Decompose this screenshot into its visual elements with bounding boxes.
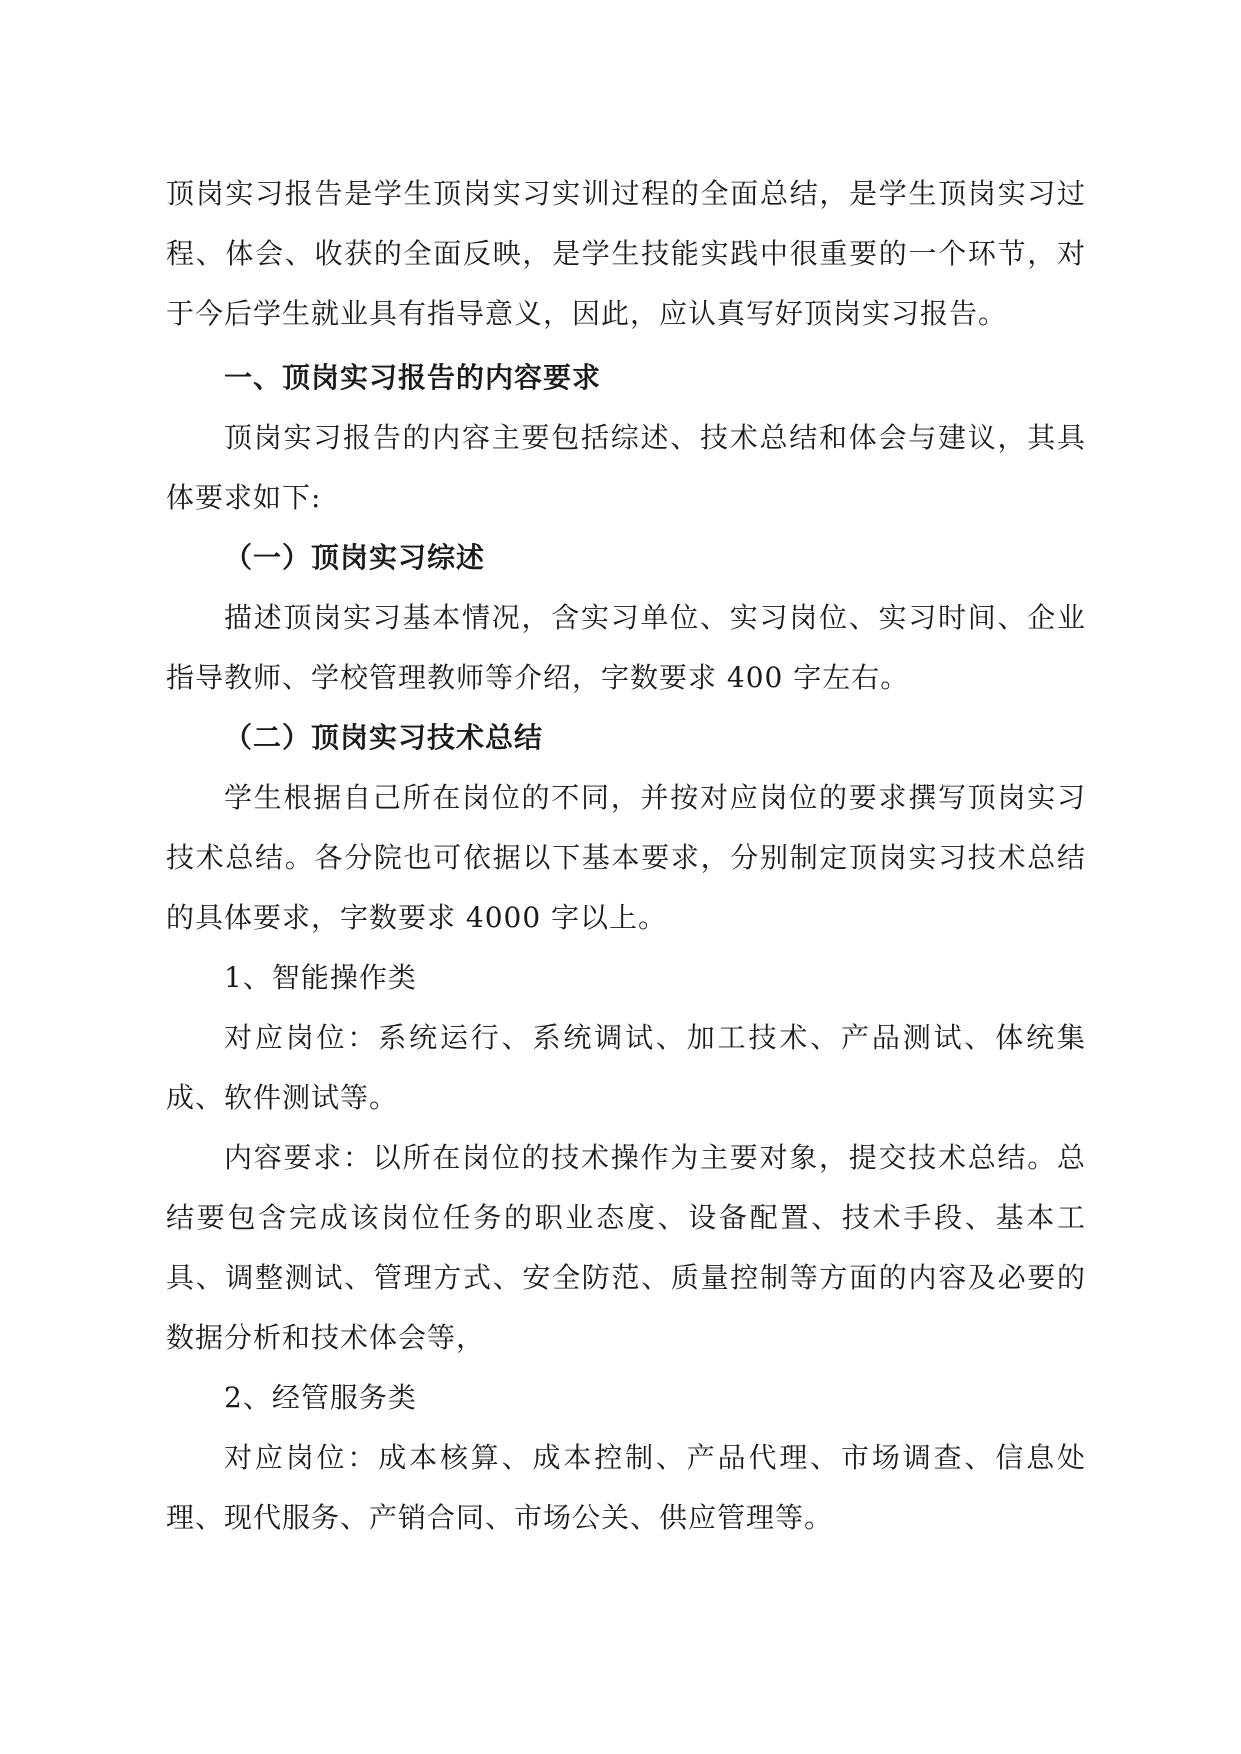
category-heading-smart-operation: 1、智能操作类	[224, 961, 417, 994]
subsection-heading-technical-summary: （二）顶岗实习技术总结	[224, 721, 544, 754]
section-heading-content-requirements: 一、顶岗实习报告的内容要求	[224, 361, 602, 394]
category-posts-management-service: 对应岗位：成本核算、成本控制、产品代理、市场调查、信息处理、现代服务、产销合同、市场公关、供应管理等。	[166, 1441, 1086, 1534]
overview-paragraph: 描述顶岗实习基本情况，含实习单位、实习岗位、实习时间、企业指导教师、学校管理教师等介绍，字数要求 400 字左右。	[166, 601, 1086, 694]
category-content-smart-operation: 内容要求：以所在岗位的技术操作为主要对象，提交技术总结。总结要包含完成该岗位任务的职业态度、设备配置、技术手段、基本工具、调整测试、管理方式、安全防范、质量控制等方面的内容及必要的数据分析和技术体会等，	[166, 1141, 1086, 1354]
subsection-heading-overview: （一）顶岗实习综述	[224, 541, 486, 574]
intro-paragraph: 顶岗实习报告是学生顶岗实习实训过程的全面总结，是学生顶岗实习过程、体会、收获的全面反映，是学生技能实践中很重要的一个环节，对于今后学生就业具有指导意义，因此，应认真写好顶岗实习报告。	[166, 177, 1086, 330]
technical-summary-paragraph: 学生根据自己所在岗位的不同，并按对应岗位的要求撰写顶岗实习技术总结。各分院也可依据以下基本要求，分别制定顶岗实习技术总结的具体要求，字数要求 4000 字以上。	[166, 781, 1086, 934]
category-heading-management-service: 2、经管服务类	[224, 1381, 417, 1414]
category-posts-smart-operation: 对应岗位：系统运行、系统调试、加工技术、产品测试、体统集成、软件测试等。	[166, 1021, 1086, 1114]
section-paragraph: 顶岗实习报告的内容主要包括综述、技术总结和体会与建议，其具体要求如下:	[166, 421, 1086, 514]
document-page	[166, 164, 1086, 1548]
